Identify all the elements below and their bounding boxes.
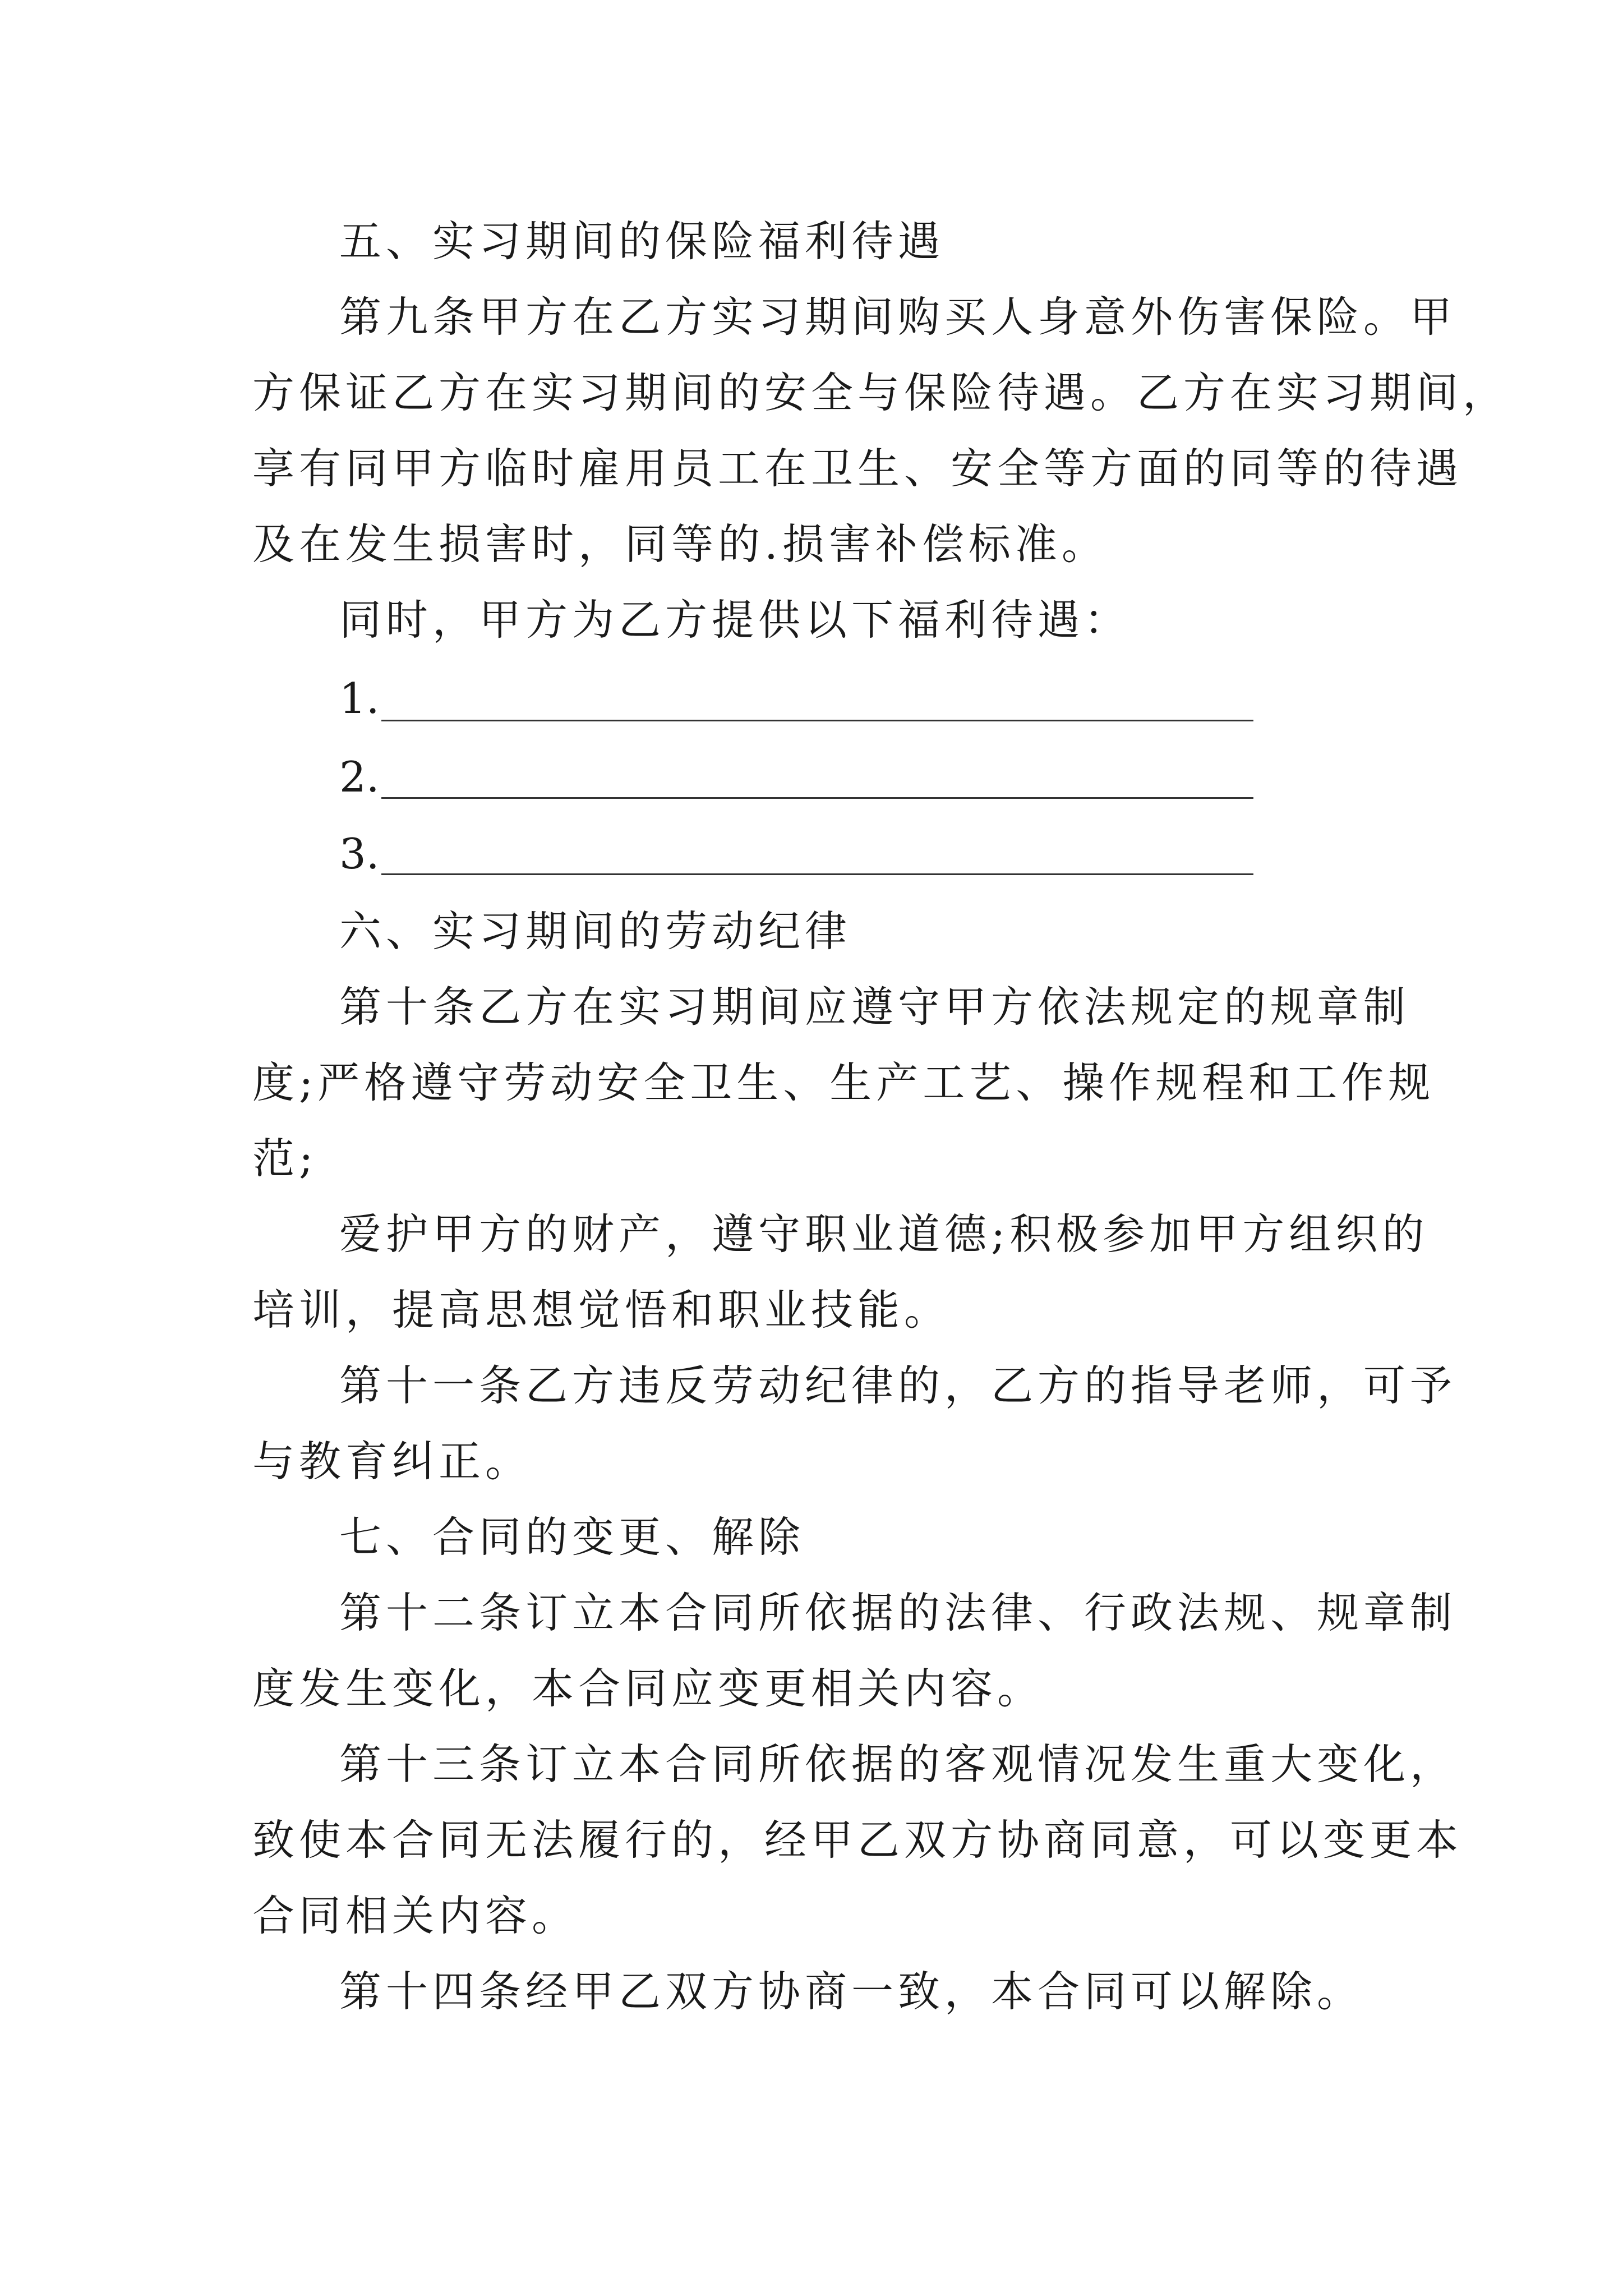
benefit-item-3-blank — [381, 873, 1253, 875]
section-heading-insurance: 五、实习期间的保险福利待遇 — [339, 217, 945, 266]
article-13-line-2: 致使本合同无法履行的，经甲乙双方协商同意，可以变更本 — [252, 1815, 1463, 1865]
article-12-line-2: 度发生变化，本合同应变更相关内容。 — [252, 1664, 1044, 1713]
care-paragraph-line-2: 培训，提高思想觉悟和职业技能。 — [252, 1285, 951, 1335]
article-12-line-1: 第十二条订立本合同所依据的法律、行政法规、规章制 — [339, 1588, 1457, 1637]
article-13-line-1: 第十三条订立本合同所依据的客观情况发生重大变化， — [339, 1740, 1457, 1789]
benefit-item-2-number: 2. — [339, 752, 380, 802]
benefit-item-1-blank — [381, 720, 1253, 721]
article-13-line-3: 合同相关内容。 — [252, 1891, 579, 1940]
article-10-line-3: 范; — [252, 1134, 318, 1183]
section-heading-contract-change: 七、合同的变更、解除 — [339, 1512, 805, 1562]
care-paragraph-line-1: 爱护甲方的财产，遵守职业道德;积极参加甲方组织的 — [339, 1209, 1429, 1259]
article-9-line-1: 第九条甲方在乙方实习期间购买人身意外伤害保险。甲 — [339, 292, 1457, 342]
benefit-item-3-number: 3. — [339, 829, 380, 878]
benefits-intro: 同时，甲方为乙方提供以下福利待遇： — [339, 595, 1131, 645]
article-14-line-1: 第十四条经甲乙双方协商一致，本合同可以解除。 — [339, 1967, 1364, 2016]
article-10-line-1: 第十条乙方在实习期间应遵守甲方依法规定的规章制 — [339, 982, 1410, 1032]
article-9-line-3: 享有同甲方临时雇用员工在卫生、安全等方面的同等的待遇 — [252, 444, 1463, 493]
article-9-line-4: 及在发生损害时，同等的.损害补偿标准。 — [252, 519, 1108, 569]
benefit-item-1-number: 1. — [339, 674, 380, 723]
article-9-line-2: 方保证乙方在实习期间的安全与保险待遇。乙方在实习期间， — [252, 368, 1510, 417]
article-10-line-2: 度;严格遵守劳动安全卫生、生产工艺、操作规程和工作规 — [252, 1058, 1435, 1107]
article-11-line-1: 第十一条乙方违反劳动纪律的，乙方的指导老师，可予 — [339, 1361, 1457, 1410]
article-11-line-2: 与教育纠正。 — [252, 1437, 532, 1486]
benefit-item-2-blank — [381, 797, 1253, 799]
section-heading-discipline: 六、实习期间的劳动纪律 — [339, 907, 852, 956]
